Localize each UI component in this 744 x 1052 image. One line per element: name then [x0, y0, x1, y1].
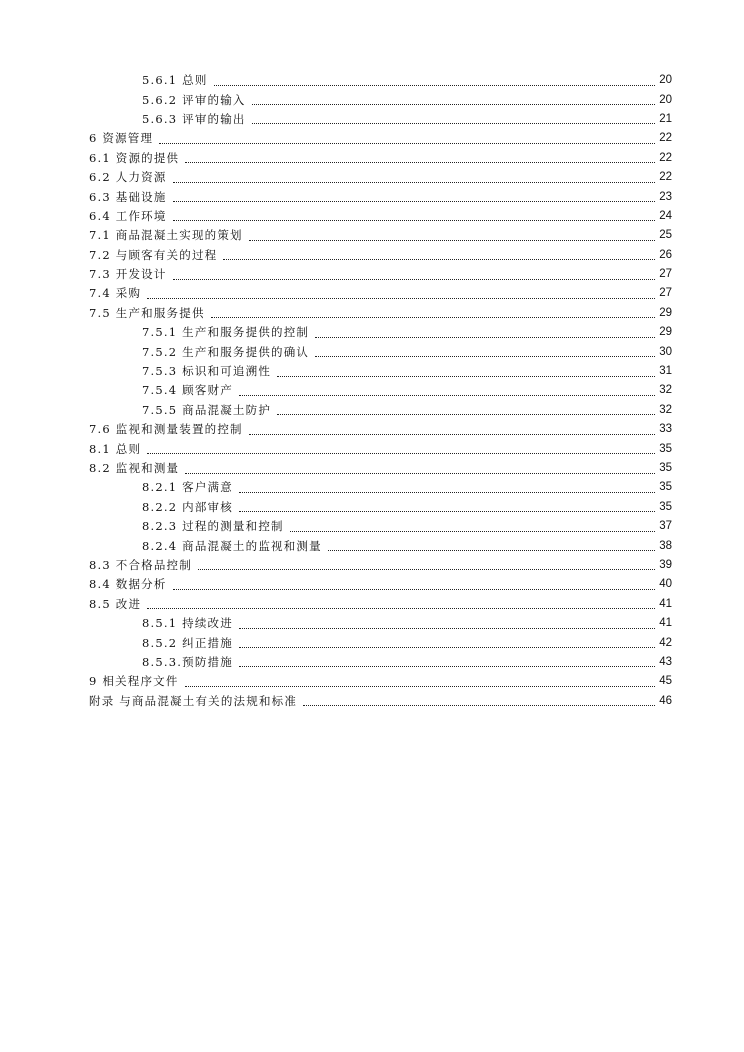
- toc-entry[interactable]: [0, 439, 744, 458]
- toc-entry-title: 8.2.1 客户满意: [142, 480, 233, 495]
- toc-entry[interactable]: [0, 304, 744, 323]
- toc-entry[interactable]: [0, 90, 744, 109]
- toc-entry-title: 8.5.3.预防措施: [142, 654, 233, 669]
- toc-entry-title: 6.3 基础设施: [89, 189, 167, 204]
- toc-entry-page-number: 24: [659, 209, 672, 222]
- toc-entry-title: 8.5.2 纠正措施: [142, 635, 233, 650]
- toc-dot-leader: [239, 627, 655, 629]
- toc-entry-title: 8.5.1 持续改进: [142, 616, 233, 631]
- toc-dot-leader: [147, 297, 655, 299]
- toc-entry-page-number: 27: [659, 268, 672, 281]
- toc-entry-page-number: 40: [659, 578, 672, 591]
- toc-entry-title: 6.2 人力资源: [89, 170, 167, 185]
- toc-dot-leader: [239, 491, 655, 493]
- toc-entry-title: 附录 与商品混凝土有关的法规和标准: [89, 693, 298, 708]
- toc-dot-leader: [185, 472, 655, 474]
- toc-entry-page-number: 41: [659, 597, 672, 610]
- toc-entry-page-number: 21: [659, 112, 672, 125]
- toc-entry[interactable]: [0, 187, 744, 206]
- toc-dot-leader: [315, 336, 655, 338]
- toc-entry-title: 8.4 数据分析: [89, 577, 167, 592]
- toc-entry-page-number: 23: [659, 190, 672, 203]
- toc-entry-title: 7.5.2 生产和服务提供的确认: [142, 344, 310, 359]
- toc-entry-page-number: 43: [659, 655, 672, 668]
- toc-dot-leader: [211, 316, 655, 318]
- toc-dot-leader: [277, 375, 655, 377]
- toc-entry[interactable]: [0, 226, 744, 245]
- toc-entry-title: 7.4 采购: [89, 286, 142, 301]
- toc-dot-leader: [173, 181, 655, 183]
- toc-entry-page-number: 46: [659, 694, 672, 707]
- toc-entry-title: 8.2.2 内部审核: [142, 499, 233, 514]
- toc-entry-title: 7.6 监视和测量装置的控制: [89, 422, 243, 437]
- toc-entry-page-number: 27: [659, 287, 672, 300]
- toc-entry-title: 7.1 商品混凝土实现的策划: [89, 228, 243, 243]
- toc-dot-leader: [239, 646, 655, 648]
- toc-entry[interactable]: [0, 478, 744, 497]
- toc-entry-page-number: 29: [659, 306, 672, 319]
- toc-entry[interactable]: [0, 420, 744, 439]
- toc-entry[interactable]: [0, 536, 744, 555]
- toc-entry-page-number: 32: [659, 384, 672, 397]
- toc-entry-page-number: 33: [659, 423, 672, 436]
- toc-entry[interactable]: [0, 168, 744, 187]
- toc-entry[interactable]: [0, 129, 744, 148]
- toc-entry-title: 6.1 资源的提供: [89, 150, 180, 165]
- toc-entry[interactable]: [0, 498, 744, 517]
- toc-entry[interactable]: [0, 595, 744, 614]
- toc-dot-leader: [252, 103, 655, 105]
- toc-entry-page-number: 35: [659, 500, 672, 513]
- toc-entry-page-number: 39: [659, 558, 672, 571]
- toc-entry[interactable]: [0, 265, 744, 284]
- toc-entry-title: 8.5 改进: [89, 596, 142, 611]
- toc-dot-leader: [239, 394, 655, 396]
- toc-dot-leader: [147, 452, 655, 454]
- toc-entry[interactable]: [0, 381, 744, 400]
- table-of-contents: [0, 71, 744, 711]
- toc-entry-title: 8.3 不合格品控制: [89, 557, 192, 572]
- toc-entry-page-number: 29: [659, 326, 672, 339]
- toc-entry[interactable]: [0, 149, 744, 168]
- toc-entry[interactable]: [0, 284, 744, 303]
- toc-dot-leader: [173, 219, 655, 221]
- toc-entry-page-number: 35: [659, 462, 672, 474]
- toc-dot-leader: [290, 530, 655, 532]
- toc-dot-leader: [239, 665, 655, 667]
- toc-entry-page-number: 20: [659, 74, 672, 87]
- toc-dot-leader: [239, 510, 655, 512]
- toc-entry-page-number: 38: [659, 539, 672, 552]
- toc-entry-page-number: 37: [659, 520, 672, 533]
- toc-entry-page-number: 22: [659, 171, 672, 184]
- toc-entry[interactable]: [0, 246, 744, 265]
- toc-entry-title: 8.1 总则: [89, 441, 142, 456]
- toc-entry-title: 7.3 开发设计: [89, 267, 167, 282]
- toc-entry[interactable]: [0, 653, 744, 672]
- toc-dot-leader: [198, 568, 655, 570]
- toc-entry-page-number: 31: [659, 365, 672, 378]
- toc-entry-page-number: 26: [659, 248, 672, 261]
- toc-entry[interactable]: [0, 459, 744, 478]
- toc-dot-leader: [277, 413, 655, 415]
- toc-dot-leader: [252, 122, 655, 124]
- toc-dot-leader: [159, 142, 655, 144]
- toc-dot-leader: [185, 161, 655, 163]
- toc-entry-title: 5.6.2 评审的输入: [142, 92, 246, 107]
- toc-entry-title: 7.5.5 商品混凝土防护: [142, 402, 272, 417]
- toc-entry-title: 6.4 工作环境: [89, 208, 167, 223]
- toc-entry-page-number: 22: [659, 132, 672, 145]
- toc-entry-page-number: 25: [659, 229, 672, 242]
- toc-dot-leader: [249, 239, 655, 241]
- toc-entry[interactable]: [0, 575, 744, 594]
- toc-entry[interactable]: [0, 672, 744, 691]
- toc-entry-page-number: 30: [659, 345, 672, 358]
- toc-entry-title: 7.5.4 顾客财产: [142, 383, 233, 398]
- toc-dot-leader: [315, 355, 655, 357]
- toc-dot-leader: [173, 588, 655, 590]
- toc-entry-page-number: 45: [659, 675, 672, 688]
- toc-entry-title: 8.2.3 过程的测量和控制: [142, 519, 284, 534]
- toc-entry[interactable]: [0, 614, 744, 633]
- toc-entry-title: 9 相关程序文件: [89, 674, 179, 689]
- toc-entry[interactable]: [0, 71, 744, 90]
- toc-dot-leader: [173, 200, 655, 202]
- toc-entry-title: 7.5.1 生产和服务提供的控制: [142, 325, 310, 340]
- toc-entry-page-number: 42: [659, 636, 672, 649]
- toc-dot-leader: [214, 84, 655, 86]
- toc-entry-title: 8.2 监视和测量: [89, 461, 180, 475]
- toc-entry-title: 5.6.1 总则: [142, 73, 208, 88]
- toc-entry-title: 8.2.4 商品混凝土的监视和测量: [142, 538, 322, 553]
- toc-entry-page-number: 20: [659, 93, 672, 106]
- toc-entry-page-number: 41: [659, 617, 672, 630]
- toc-entry-page-number: 35: [659, 481, 672, 494]
- toc-entry[interactable]: [0, 342, 744, 361]
- toc-entry-title: 7.5 生产和服务提供: [89, 305, 205, 320]
- toc-entry[interactable]: [0, 517, 744, 536]
- toc-entry[interactable]: [0, 207, 744, 226]
- toc-entry-page-number: 32: [659, 403, 672, 416]
- toc-entry-title: 5.6.3 评审的输出: [142, 111, 246, 126]
- toc-entry-title: 7.5.3 标识和可追溯性: [142, 364, 272, 379]
- toc-entry[interactable]: [0, 362, 744, 381]
- toc-entry-title: 6 资源管理: [89, 131, 154, 146]
- toc-entry-page-number: 35: [659, 442, 672, 455]
- toc-entry-page-number: 22: [659, 151, 672, 164]
- toc-entry[interactable]: [0, 401, 744, 420]
- toc-entry[interactable]: [0, 110, 744, 129]
- toc-entry[interactable]: [0, 633, 744, 652]
- toc-entry[interactable]: [0, 323, 744, 342]
- toc-entry-title: 7.2 与顾客有关的过程: [89, 247, 218, 262]
- toc-dot-leader: [147, 607, 655, 609]
- toc-dot-leader: [303, 704, 655, 706]
- toc-dot-leader: [328, 549, 655, 551]
- toc-entry[interactable]: [0, 692, 744, 711]
- toc-dot-leader: [173, 278, 655, 280]
- toc-dot-leader: [223, 258, 655, 260]
- toc-dot-leader: [185, 685, 655, 687]
- toc-entry[interactable]: [0, 556, 744, 575]
- toc-dot-leader: [249, 433, 655, 435]
